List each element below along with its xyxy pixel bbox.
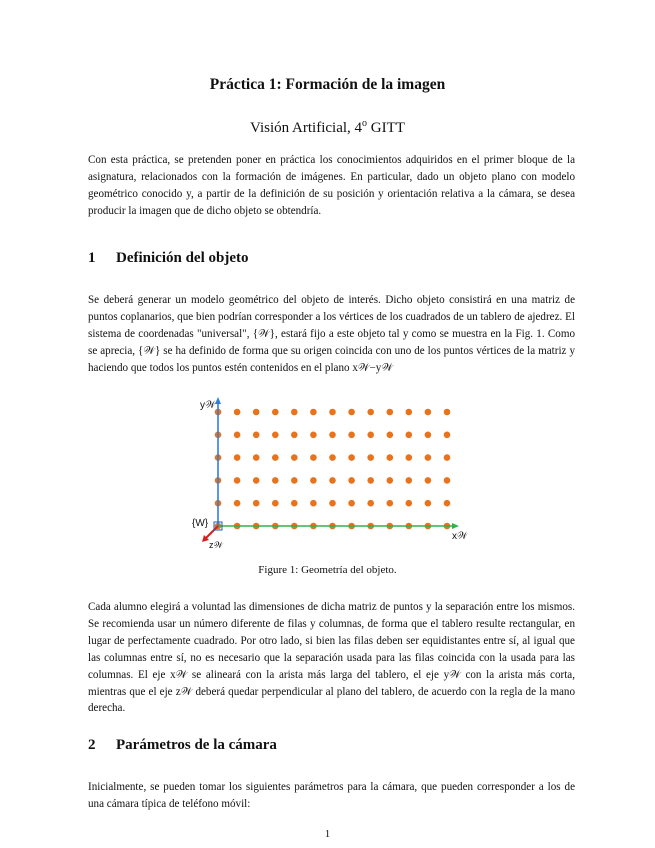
section-1-heading: [88, 250, 249, 267]
grid-point: [329, 409, 336, 416]
x-axis-arrow: [452, 523, 459, 529]
grid-point: [253, 477, 260, 484]
grid-point: [310, 409, 317, 416]
z-axis-label: z𝒲: [209, 540, 223, 550]
grid-point: [291, 432, 298, 439]
document-subtitle: [0, 118, 655, 137]
grid-point: [310, 477, 317, 484]
grid-point: [425, 500, 432, 507]
grid-point: [310, 432, 317, 439]
y-axis-label: y𝒲: [200, 400, 216, 411]
subtitle-text: Visión Artificial, 4: [250, 120, 363, 136]
grid-point: [272, 432, 279, 439]
y-axis-arrow: [215, 397, 221, 404]
grid-point: [329, 477, 336, 484]
object-geometry-figure: [190, 392, 470, 554]
grid-point: [291, 500, 298, 507]
grid-point: [367, 500, 374, 507]
grid-point: [348, 500, 355, 507]
grid-point: [425, 409, 432, 416]
grid-point: [329, 432, 336, 439]
grid-point: [253, 409, 260, 416]
page-number: 1: [324, 828, 331, 840]
grid-point: [234, 454, 241, 461]
grid-point: [348, 477, 355, 484]
grid-point: [348, 409, 355, 416]
grid-point: [272, 409, 279, 416]
grid-point: [291, 409, 298, 416]
grid-point: [272, 500, 279, 507]
grid-point: [425, 477, 432, 484]
x-axis-label: x𝒲: [452, 531, 468, 542]
grid-point: [406, 432, 413, 439]
grid-point: [387, 500, 394, 507]
grid-point: [444, 409, 451, 416]
section-2-paragraph-1: Inicialmente, se pueden tomar los siguientes parámetros para la cámara, que pueden corresponder a los de una cámara típica de teléfono móvil:: [88, 781, 575, 810]
grid-point: [406, 409, 413, 416]
grid-point: [367, 454, 374, 461]
grid-point: [234, 432, 241, 439]
grid-point: [444, 500, 451, 507]
grid-point: [406, 454, 413, 461]
figure-svg: [190, 392, 470, 554]
grid-point: [444, 432, 451, 439]
grid-point: [367, 477, 374, 484]
document-title: Práctica 1: Formación de la imagen: [209, 76, 446, 93]
subtitle-end: GITT: [367, 120, 405, 136]
grid-point: [387, 409, 394, 416]
grid-point: [253, 454, 260, 461]
grid-point: [367, 432, 374, 439]
grid-point: [253, 432, 260, 439]
intro-paragraph: Con esta práctica, se pretenden poner en práctica los conocimientos adquiridos en el primer bloque de la asignatura, relacionados con la formación de imágenes. En particular, dado un objeto plano con modelo geométrico conocido y, a partir de la definición de su posición y orientación relativa a la cámara, se desea producir la imagen que de dicho objeto se obtendría.: [88, 154, 575, 217]
origin-label: {W}: [192, 518, 209, 529]
section-2-number: 2: [88, 737, 96, 753]
dot-grid: [215, 409, 451, 530]
subtitle-superscript: o: [362, 118, 368, 129]
grid-point: [444, 454, 451, 461]
grid-point: [291, 477, 298, 484]
grid-point: [406, 477, 413, 484]
grid-point: [444, 477, 451, 484]
grid-point: [253, 500, 260, 507]
grid-point: [272, 477, 279, 484]
grid-point: [425, 454, 432, 461]
figure-caption: Figure 1: Geometría del objeto.: [258, 564, 397, 576]
grid-point: [329, 454, 336, 461]
grid-point: [367, 409, 374, 416]
grid-point: [348, 432, 355, 439]
grid-point: [234, 500, 241, 507]
section-1-paragraph-2: Cada alumno elegirá a voluntad las dimensiones de dicha matriz de puntos y la separación entre los mismos. Se recomienda usar un número diferente de filas y columnas, de forma que el tablero resulte rectangular, en lugar de perfectamente cuadrado. Por otro lado, si bien las filas deben ser equidistantes entre sí, al igual que las columnas entre sí, no es necesario que la separación usada para las filas coincida con la usada para las columnas. El eje x𝒲 se alineará con la arista más larga del tablero, el eje y𝒲 con la arista más corta, mientras que el eje z𝒲 deberá quedar perpendicular al plano del tablero, de acuerdo con la regla de la mano derecha.: [88, 601, 575, 715]
grid-point: [387, 454, 394, 461]
grid-point: [291, 454, 298, 461]
grid-point: [329, 500, 336, 507]
grid-point: [387, 477, 394, 484]
grid-point: [348, 454, 355, 461]
section-1-title: Definición del objeto: [116, 250, 249, 266]
grid-point: [387, 432, 394, 439]
grid-point: [272, 454, 279, 461]
section-1-number: 1: [88, 250, 96, 266]
grid-point: [406, 500, 413, 507]
grid-point: [425, 432, 432, 439]
section-1-paragraph-1: Se deberá generar un modelo geométrico del objeto de interés. Dicho objeto consistirá en una matriz de puntos coplanarios, que bien podrían corresponder a los vértices de los cuadrados de un tablero de ajedrez. El sistema de coordenadas "universal", {𝒲}, estará fijo a este objeto tal y como se muestra en la Fig. 1. Como se aprecia, {𝒲} se ha definido de forma que su origen coincida con uno de los puntos vértices de la matriz y haciendo que todos los puntos estén contenidos en el plano x𝒲−y𝒲: [88, 294, 575, 374]
section-2-title: Parámetros de la cámara: [116, 737, 277, 753]
grid-point: [310, 500, 317, 507]
grid-point: [234, 409, 241, 416]
grid-point: [310, 454, 317, 461]
section-2-heading: [88, 737, 277, 754]
grid-point: [234, 477, 241, 484]
